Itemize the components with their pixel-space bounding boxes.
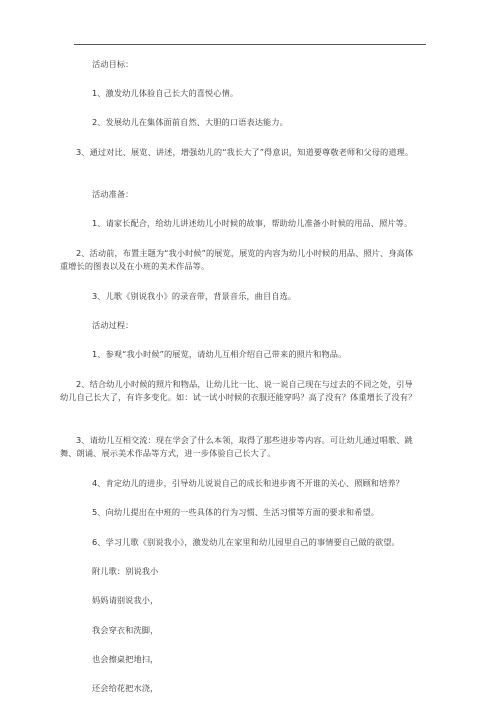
goal-item: 3、通过对比、展览、讲述，增强幼儿的“我长大了”得意识，知道要尊敬老师和父母的道理。 (76, 147, 414, 157)
prep-item: 3、儿歌《别说我小》的录音带，背景音乐，曲目自选。 (92, 291, 297, 301)
process-item: 6、学习儿歌《别说我小》，激发幼儿在家里和幼儿园里自己的事情要自己做的欲望。 (92, 537, 400, 547)
prep-heading: 活动准备： (92, 189, 134, 199)
prep-item: 1、请家长配合，给幼儿讲述幼儿小时候的故事，帮助幼儿准备小时候的用品、照片等。 (92, 218, 413, 228)
process-item: 1、参观“我小时候”的展览，请幼儿互相介绍自己带来的照片和物品。 (92, 349, 347, 359)
process-item: 2、结合幼儿小时候的照片和物品，让幼儿比一比、说一说自己现在与过去的不同之处，引导幼儿自己长大了，有许多变化。如：试一试小时候的衣服还能穿吗？高了没有？体重增长了没有？ (60, 379, 417, 402)
header-rule (74, 44, 426, 45)
goals-heading: 活动目标： (92, 59, 134, 69)
process-heading: 活动过程： (92, 320, 134, 330)
poem-line: 还会给花把水浇， (92, 683, 159, 693)
process-item: 4、肯定幼儿的进步，引导幼儿说说自己的成长和进步离不开谁的关心、照顾和培养？ (92, 478, 404, 488)
poem-line: 我会穿衣和洗脚， (92, 625, 159, 635)
poem-line: 也会擦桌把地扫， (92, 654, 159, 664)
goal-item: 1、激发幼儿体验自己长大的喜悦心情。 (92, 88, 239, 98)
goal-item: 2、发展幼儿在集体面前自然、大胆的口语表达能力。 (92, 117, 288, 127)
prep-item: 2、活动前，布置主题为“我小时候”的展览，展览的内容为幼儿小时候的用品、照片、身高体重增长的图表以及在小班的美术作品等。 (60, 248, 414, 271)
process-item: 3、请幼儿互相交流：现在学会了什么本领，取得了那些进步等内容。可让幼儿通过唱歌、跳舞、朗诵、展示美术作品等方式，进一步体验自己长大了。 (60, 435, 413, 458)
appendix-heading: 附儿歌：别说我小 (92, 566, 159, 576)
process-item: 5、向幼儿提出在中班的一些具体的行为习惯、生活习惯等方面的要求和希望。 (92, 507, 380, 517)
poem-line: 妈妈请别说我小， (92, 595, 159, 605)
